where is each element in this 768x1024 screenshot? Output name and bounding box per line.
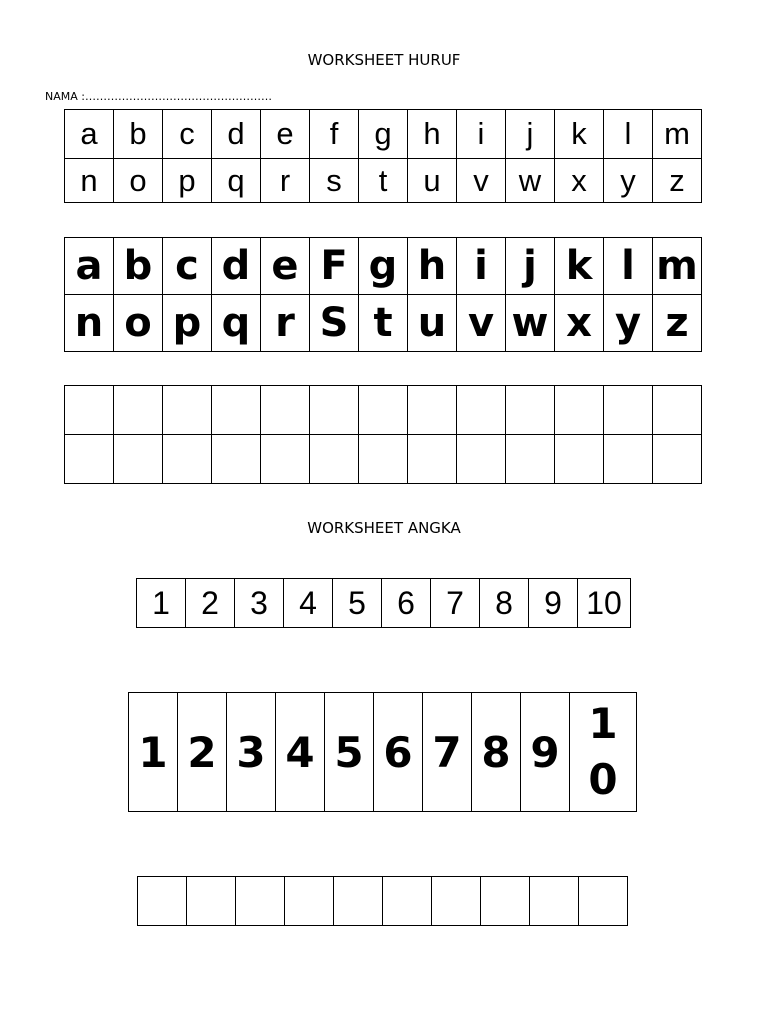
bold-letter-cell: z [653, 295, 702, 352]
letter-practice-cell[interactable] [408, 386, 457, 435]
bold-letter-cell: v [457, 295, 506, 352]
number-cell: 6 [382, 579, 431, 628]
letter-practice-cell[interactable] [212, 435, 261, 484]
bold-letter-cell: b [114, 238, 163, 295]
bold-letter-cell: x [555, 295, 604, 352]
worksheet-huruf-title: WORKSHEET HURUF [307, 51, 461, 69]
letter-cell: f [310, 110, 359, 159]
letter-practice-cell[interactable] [163, 435, 212, 484]
letter-cell: n [65, 159, 114, 203]
digit-glyph: 0 [588, 755, 618, 804]
letter-cell: b [114, 110, 163, 159]
letter-cell: r [261, 159, 310, 203]
letter-cell: i [457, 110, 506, 159]
letter-practice-cell[interactable] [114, 435, 163, 484]
letter-practice-cell[interactable] [212, 386, 261, 435]
bold-number-cell: 6 [374, 693, 423, 812]
bold-number-cell: 5 [325, 693, 374, 812]
number-cell: 8 [480, 579, 529, 628]
letter-cell: m [653, 110, 702, 159]
letter-practice-cell[interactable] [114, 386, 163, 435]
letter-practice-cell[interactable] [457, 435, 506, 484]
bold-letter-cell: t [359, 295, 408, 352]
numbers-practice-grid [137, 876, 628, 926]
bold-number-cell: 7 [423, 693, 472, 812]
letter-cell: c [163, 110, 212, 159]
bold-letter-cell: q [212, 295, 261, 352]
letter-cell: x [555, 159, 604, 203]
letter-cell: y [604, 159, 653, 203]
bold-letter-cell: u [408, 295, 457, 352]
letter-cell: z [653, 159, 702, 203]
letter-cell: q [212, 159, 261, 203]
number-cell: 2 [186, 579, 235, 628]
letter-practice-cell[interactable] [65, 386, 114, 435]
bold-letter-cell: j [506, 238, 555, 295]
bold-number-cell: 4 [276, 693, 325, 812]
letter-cell: w [506, 159, 555, 203]
number-cell: 4 [284, 579, 333, 628]
number-practice-cell[interactable] [138, 877, 187, 926]
number-cell: 1 [137, 579, 186, 628]
letter-practice-cell[interactable] [310, 435, 359, 484]
bold-letter-cell: p [163, 295, 212, 352]
bold-letter-cell: d [212, 238, 261, 295]
letter-practice-cell[interactable] [506, 386, 555, 435]
number-cell: 10 [578, 579, 631, 628]
bold-number-cell: 1 [129, 693, 178, 812]
letter-practice-cell[interactable] [506, 435, 555, 484]
bold-letter-cell: y [604, 295, 653, 352]
number-practice-cell[interactable] [334, 877, 383, 926]
bold-letter-cell: l [604, 238, 653, 295]
numbers-regular-table [136, 578, 631, 628]
bold-letter-cell: i [457, 238, 506, 295]
letter-practice-cell[interactable] [555, 435, 604, 484]
letter-practice-cell[interactable] [604, 386, 653, 435]
letter-cell: l [604, 110, 653, 159]
letter-practice-cell[interactable] [359, 386, 408, 435]
letter-cell: t [359, 159, 408, 203]
bold-number-cell: 2 [178, 693, 227, 812]
letter-practice-cell[interactable] [359, 435, 408, 484]
bold-number-cell: 8 [472, 693, 521, 812]
letter-practice-cell[interactable] [555, 386, 604, 435]
letter-cell: j [506, 110, 555, 159]
letter-practice-cell[interactable] [653, 435, 702, 484]
bold-letter-cell: o [114, 295, 163, 352]
letter-practice-cell[interactable] [163, 386, 212, 435]
letter-practice-cell[interactable] [653, 386, 702, 435]
letter-cell: h [408, 110, 457, 159]
bold-letter-cell: S [310, 295, 359, 352]
letters-regular-table [64, 109, 702, 203]
letter-cell: d [212, 110, 261, 159]
bold-letter-cell: h [408, 238, 457, 295]
number-practice-cell[interactable] [285, 877, 334, 926]
bold-letter-cell: w [506, 295, 555, 352]
bold-letter-cell: r [261, 295, 310, 352]
numbers-bold-table [128, 692, 637, 812]
number-cell: 5 [333, 579, 382, 628]
letter-cell: p [163, 159, 212, 203]
bold-letter-cell: F [310, 238, 359, 295]
letter-cell: a [65, 110, 114, 159]
bold-letter-cell: g [359, 238, 408, 295]
letter-practice-cell[interactable] [261, 386, 310, 435]
bold-letter-cell: k [555, 238, 604, 295]
bold-number-cell: 3 [227, 693, 276, 812]
letter-cell: o [114, 159, 163, 203]
number-practice-cell[interactable] [530, 877, 579, 926]
bold-number-cell: 9 [521, 693, 570, 812]
bold-letter-cell: m [653, 238, 702, 295]
letter-cell: g [359, 110, 408, 159]
number-practice-cell[interactable] [236, 877, 285, 926]
number-cell: 7 [431, 579, 480, 628]
bold-number-cell [570, 693, 637, 812]
worksheet-angka-title: WORKSHEET ANGKA [307, 519, 461, 537]
name-field-label: NAMA :…………………………………………… [45, 90, 272, 103]
letter-cell: s [310, 159, 359, 203]
number-practice-cell[interactable] [187, 877, 236, 926]
number-practice-cell[interactable] [383, 877, 432, 926]
letter-practice-cell[interactable] [457, 386, 506, 435]
letter-practice-cell[interactable] [310, 386, 359, 435]
letter-practice-cell[interactable] [604, 435, 653, 484]
letter-cell: e [261, 110, 310, 159]
letter-cell: v [457, 159, 506, 203]
number-practice-cell[interactable] [481, 877, 530, 926]
letters-practice-grid [64, 385, 702, 484]
bold-letter-cell: a [65, 238, 114, 295]
number-cell: 3 [235, 579, 284, 628]
letters-bold-table [64, 237, 702, 352]
letter-practice-cell[interactable] [408, 435, 457, 484]
letter-practice-cell[interactable] [261, 435, 310, 484]
bold-letter-cell: c [163, 238, 212, 295]
number-practice-cell[interactable] [579, 877, 628, 926]
letter-cell: k [555, 110, 604, 159]
bold-letter-cell: n [65, 295, 114, 352]
letter-practice-cell[interactable] [65, 435, 114, 484]
number-cell: 9 [529, 579, 578, 628]
letter-cell: u [408, 159, 457, 203]
bold-letter-cell: e [261, 238, 310, 295]
number-practice-cell[interactable] [432, 877, 481, 926]
digit-glyph: 1 [588, 699, 618, 748]
